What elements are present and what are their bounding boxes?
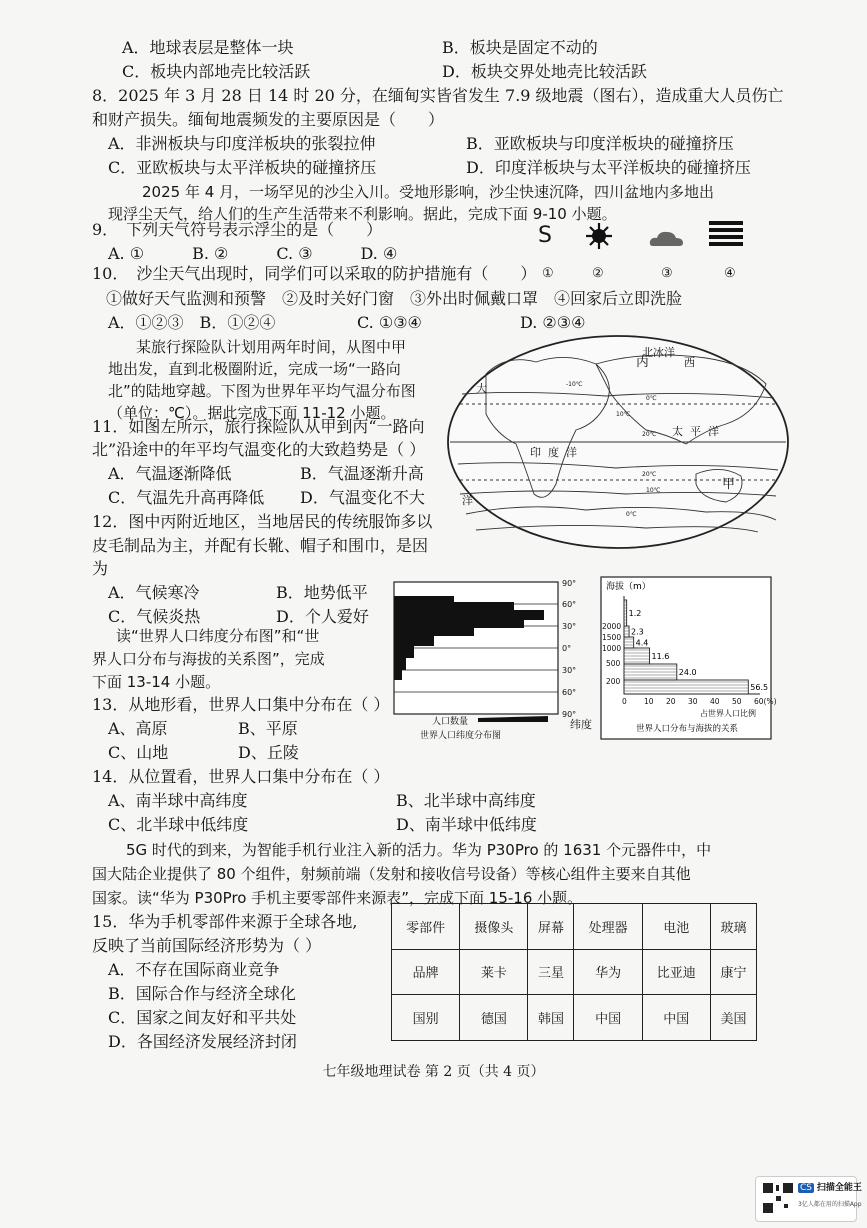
altitude-bar-label: 56.5 bbox=[750, 683, 769, 692]
lat-tick-3: 30° bbox=[562, 622, 577, 631]
q8-option-d: D．印度洋板块与太平洋板块的碰撞挤压 bbox=[466, 158, 751, 177]
q15-option-b: B．国际合作与经济全球化 bbox=[108, 984, 296, 1003]
table-cell: 莱卡 bbox=[460, 949, 528, 995]
intro-11-12-line4: （单位：℃）。据此完成下面 11-12 小题。 bbox=[108, 404, 396, 422]
map-iso-2: 0℃ bbox=[646, 395, 657, 402]
altitude-bar-label: 24.0 bbox=[678, 668, 697, 677]
page-footer: 七年级地理试卷 第 2 页（共 4 页） bbox=[322, 1064, 545, 1080]
altitude-xtick: 10 bbox=[644, 697, 654, 706]
altitude-xtick: 40 bbox=[710, 697, 720, 706]
alt-caption: 世界人口分布与海拔的关系 bbox=[636, 724, 739, 734]
q11-option-c: C．气温先升高再降低 bbox=[108, 488, 265, 507]
intro-15-16-line1: 5G 时代的到来，为智能手机行业注入新的活力。华为 P30Pro 的 1631 个元器件中，中 bbox=[126, 841, 712, 859]
alt-ytick-1000: 1000 bbox=[602, 644, 622, 653]
q8-option-a: A．非洲板块与印度洋板块的张裂拉伸 bbox=[108, 134, 376, 153]
table-cell: 屏幕 bbox=[528, 904, 574, 950]
q11-option-a: A．气温逐渐降低 bbox=[108, 464, 232, 483]
altitude-bar-label: 4.4 bbox=[635, 638, 649, 648]
table-cell: 美国 bbox=[710, 995, 756, 1041]
q10-items: ①做好天气监测和预警 ②及时关好门窗 ③外出时佩戴口罩 ④回家后立即洗脸 bbox=[106, 289, 683, 308]
table-cell: 电池 bbox=[642, 904, 710, 950]
q13-option-b: B、平原 bbox=[238, 719, 298, 738]
q15-option-a: A．不存在国际商业竞争 bbox=[108, 960, 280, 979]
table-cell: 处理器 bbox=[574, 904, 642, 950]
lat-xlabel-wedge bbox=[478, 716, 548, 722]
altitude-bar-label: 2.3 bbox=[631, 627, 644, 637]
q14-option-d: D、南半球中低纬度 bbox=[396, 815, 537, 834]
phone-parts-source-table bbox=[391, 903, 757, 1041]
altitude-xtick: 60(%) bbox=[754, 697, 777, 706]
table-cell: 华为 bbox=[574, 949, 642, 995]
scanner-tagline: 3亿人都在用的扫描App bbox=[798, 1201, 862, 1208]
q11-stem-line2: 北”沿途中的年平均气温变化的大致趋势是（ ） bbox=[92, 440, 426, 459]
map-label-da: 大 bbox=[476, 382, 487, 395]
q9-options: A. ① B. ② C. ③ D. ④ bbox=[108, 244, 398, 263]
alt-xlabel: 占世界人口比例 bbox=[700, 709, 756, 718]
altitude-population-chart bbox=[600, 576, 777, 740]
q7-option-a: A．地球表层是整体一块 bbox=[122, 38, 294, 57]
intro-11-12-line3: 北”的陆地穿越。下图为世界年平均气温分布图 bbox=[108, 382, 416, 400]
q15-stem-line2: 反映了当前国际经济形势为（ ） bbox=[92, 936, 322, 955]
table-cell: 摄像头 bbox=[460, 904, 528, 950]
q15-stem-line1: 15．华为手机零部件来源于全球各地, bbox=[92, 912, 358, 931]
lat-tick-4: 0° bbox=[562, 644, 572, 653]
q7-option-b: B．板块是固定不动的 bbox=[442, 38, 598, 57]
table-cell: 国别 bbox=[392, 995, 460, 1041]
table-cell: 中国 bbox=[574, 995, 642, 1041]
map-label-yang3: 洋 bbox=[462, 494, 473, 507]
q8-stem-line2: 和财产损失。缅甸地震频发的主要原因是（ ） bbox=[92, 110, 445, 129]
sun-haze-icon bbox=[585, 222, 613, 250]
map-iso-1: -10℃ bbox=[566, 381, 583, 388]
map-label-yang: 洋 bbox=[708, 425, 719, 438]
table-cell: 康宁 bbox=[710, 949, 756, 995]
q11-stem-line1: 11．如图左所示，旅行探险队从甲到丙“一路向 bbox=[92, 417, 425, 436]
lat-caption: 世界人口纬度分布图 bbox=[420, 731, 502, 741]
q14-option-a: A、南半球中高纬度 bbox=[108, 791, 248, 810]
symbol-number-4: ④ bbox=[724, 266, 736, 281]
q13-stem: 13．从地形看，世界人口集中分布在（ ） bbox=[92, 695, 390, 714]
table-cell: 比亚迪 bbox=[642, 949, 710, 995]
world-temperature-map bbox=[446, 334, 790, 550]
table-cell: 品牌 bbox=[392, 949, 460, 995]
q10-option-d: D. ②③④ bbox=[520, 313, 586, 332]
map-label-yin: 印 bbox=[530, 446, 541, 459]
q9-stem: 9． 下列天气符号表示浮尘的是（ ） bbox=[92, 220, 383, 239]
q10-stem: 10． 沙尘天气出现时，同学们可以采取的防护措施有（ ） bbox=[92, 264, 537, 283]
altitude-xtick: 50 bbox=[732, 697, 742, 706]
map-iso-5: 20℃ bbox=[642, 471, 657, 478]
lat-tick-1: 90° bbox=[562, 579, 577, 588]
q12-option-b: B．地势低平 bbox=[276, 583, 368, 602]
lat-tick-6: 60° bbox=[562, 688, 577, 697]
q11-option-d: D．气温变化不大 bbox=[300, 488, 425, 507]
q10-option-c: C. ①③④ bbox=[357, 313, 422, 332]
q8-option-b: B．亚欧板块与印度洋板块的碰撞挤压 bbox=[466, 134, 734, 153]
intro-9-10-line1: 2025 年 4 月，一场罕见的沙尘入川。受地形影响，沙尘快速沉降，四川盆地内多地出 bbox=[142, 183, 715, 201]
alt-ylabel: 海拔（m） bbox=[606, 582, 651, 592]
altitude-xtick: 30 bbox=[688, 697, 698, 706]
q7-option-c: C．板块内部地壳比较活跃 bbox=[122, 62, 311, 81]
lat-tick-7: 90° bbox=[562, 710, 577, 719]
table-cell: 零部件 bbox=[392, 904, 460, 950]
symbol-number-3: ③ bbox=[661, 266, 673, 281]
qr-code-icon bbox=[762, 1182, 794, 1214]
map-label-ping: 平 bbox=[690, 425, 701, 438]
table-row bbox=[392, 995, 757, 1041]
haze-lines-icon bbox=[709, 220, 743, 248]
q15-option-d: D．各国经济发展经济封闭 bbox=[108, 1032, 297, 1051]
q8-stem-line1: 8．2025 年 3 月 28 日 14 时 20 分，在缅甸实皆省发生 7.9 级地震（图右），造成重大人员伤亡 bbox=[92, 86, 784, 105]
alt-ytick-500: 500 bbox=[606, 659, 621, 668]
q12-stem-line2: 皮毛制品为主，并配有长靴、帽子和围巾，是因 bbox=[92, 536, 429, 555]
q14-stem: 14．从位置看，世界人口集中分布在（ ） bbox=[92, 767, 390, 786]
map-iso-6: 10℃ bbox=[646, 487, 661, 494]
map-label-beibingyang: 北冰洋 bbox=[642, 346, 675, 359]
lat-ylabel: 纬度 bbox=[570, 718, 592, 731]
q12-option-c: C．气候炎热 bbox=[108, 607, 201, 626]
q13-option-c: C、山地 bbox=[108, 743, 169, 762]
lat-tick-2: 60° bbox=[562, 600, 577, 609]
map-iso-3: 10℃ bbox=[616, 411, 631, 418]
intro-11-12-line2: 地出发，直到北极圈附近，完成一场“一路向 bbox=[108, 360, 401, 378]
cloud-icon bbox=[649, 228, 685, 248]
lat-xlabel: 人口数量 bbox=[432, 717, 469, 727]
q15-option-c: C．国家之间友好和平共处 bbox=[108, 1008, 297, 1027]
map-label-xi: 西 bbox=[684, 356, 695, 369]
q11-option-b: B．气温逐渐升高 bbox=[300, 464, 424, 483]
intro-15-16-line2: 国大陆企业提供了 80 个组件，射频前端（发射和接收信号设备）等核心组件主要来自其他 bbox=[92, 865, 691, 883]
latitude-population-chart bbox=[392, 578, 598, 746]
q12-option-a: A．气候寒冷 bbox=[108, 583, 200, 602]
alt-ytick-2000: 2000 bbox=[602, 622, 622, 631]
q10-options-ab: A．①②③ B．①②④ bbox=[108, 313, 276, 332]
intro-15-16-line3: 国家。读“华为 P30Pro 手机主要零部件来源表”，完成下面 15-16 小题。 bbox=[92, 889, 583, 907]
alt-ytick-1500: 1500 bbox=[602, 633, 622, 642]
q14-option-c: C、北半球中低纬度 bbox=[108, 815, 249, 834]
map-label-yang2: 洋 bbox=[566, 446, 577, 459]
intro-13-14-line1: 读“世界人口纬度分布图”和“世 bbox=[116, 627, 320, 645]
q8-option-c: C．亚欧板块与太平洋板块的碰撞挤压 bbox=[108, 158, 377, 177]
intro-13-14-line3: 下面 13-14 小题。 bbox=[92, 673, 221, 691]
q13-option-a: A、高原 bbox=[108, 719, 168, 738]
map-label-du: 度 bbox=[548, 446, 559, 459]
scanner-app-name: 扫描全能王 bbox=[816, 1183, 862, 1193]
lat-tick-5: 30° bbox=[562, 666, 577, 675]
map-iso-4: 20℃ bbox=[642, 431, 657, 438]
q12-stem-line1: 12．图中丙附近地区，当地居民的传统服饰多以 bbox=[92, 512, 433, 531]
alt-ytick-200: 200 bbox=[606, 677, 621, 686]
intro-11-12-line1: 某旅行探险队计划用两年时间，从图中甲 bbox=[136, 338, 407, 356]
altitude-bar-label: 11.6 bbox=[651, 652, 670, 661]
table-cell: 中国 bbox=[642, 995, 710, 1041]
altitude-xtick: 20 bbox=[666, 697, 676, 706]
weather-symbol-s-icon: S bbox=[538, 223, 552, 248]
map-label-tai: 太 bbox=[672, 425, 683, 438]
q7-option-d: D．板块交界处地壳比较活跃 bbox=[442, 62, 647, 81]
map-label-jia: 甲 bbox=[722, 477, 736, 492]
q13-option-d: D、丘陵 bbox=[238, 743, 299, 762]
intro-13-14-line2: 界人口分布与海拔的关系图”，完成 bbox=[92, 650, 325, 668]
table-row bbox=[392, 949, 757, 995]
symbol-number-1: ① bbox=[542, 266, 554, 281]
symbol-number-2: ② bbox=[592, 266, 604, 281]
intro-9-10-line2: 现浮尘天气，给人们的生产生活带来不利影响。据此，完成下面 9-10 小题。 bbox=[108, 205, 617, 223]
altitude-xtick: 0 bbox=[622, 697, 627, 706]
table-cell: 德国 bbox=[460, 995, 528, 1041]
map-iso-7: 0℃ bbox=[626, 511, 637, 518]
q12-stem-line3: 为 bbox=[92, 559, 109, 578]
q12-option-d: D．个人爱好 bbox=[276, 607, 369, 626]
table-cell: 玻璃 bbox=[710, 904, 756, 950]
table-row bbox=[392, 904, 757, 950]
table-cell: 三星 bbox=[528, 949, 574, 995]
scanner-badge bbox=[755, 1176, 862, 1222]
map-label-bing: 丙 bbox=[636, 355, 650, 370]
altitude-bar-label: 1.2 bbox=[628, 609, 642, 618]
q14-option-b: B、北半球中高纬度 bbox=[396, 791, 536, 810]
cs-logo: CS bbox=[800, 1183, 812, 1193]
table-cell: 韩国 bbox=[528, 995, 574, 1041]
